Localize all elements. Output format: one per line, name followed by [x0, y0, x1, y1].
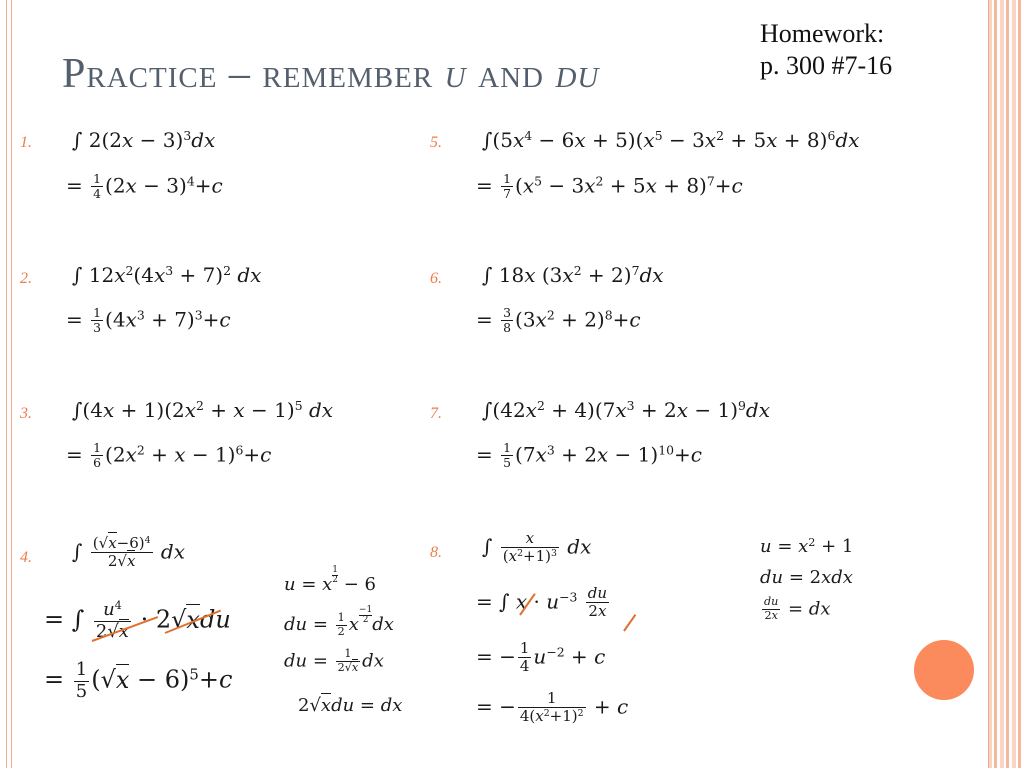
problem-8-u-sub: $u = x^2 + 1$ — [760, 535, 854, 557]
problem-2-integral: ∫ $12x^2(4x^3 + 7)^2$ dx — [72, 263, 262, 287]
title-u: u — [444, 51, 467, 97]
problem-2-answer: = $\frac{1}{3}$ $(4x^3 + 7)^3+c$ — [66, 305, 231, 336]
decorative-circle — [914, 640, 974, 700]
problem-8-du: du = 2xdx — [760, 567, 853, 588]
problem-8-dx: $\frac{du}{2x}$ = dx — [764, 595, 831, 622]
problem-8-step1: = ∫ $x \cdot u^{-3}$ $\frac{du}{2x}$ — [476, 584, 608, 621]
problem-3-answer: = $\frac{1}{6}$ $(2x^2 + x - 1)^6+c$ — [66, 440, 272, 471]
problem-5-answer: = $\frac{1}{7}$ $(x^5 - 3x^2 + 5x + 8)^7+c$ — [476, 171, 743, 202]
problem-4-integral: ∫ $\frac{(√x-6)^4}{2√x}$ dx — [72, 534, 186, 571]
problem-number-3: 3. — [20, 405, 32, 422]
homework-label: Homework: — [760, 19, 885, 48]
problem-4-dx: 2√xdu = dx — [298, 695, 403, 716]
problem-4-u-sub: u = x $\frac{1}{2}$ − 6 — [284, 565, 376, 596]
problem-8-step2: = − $\frac{1}{4}$ $u^{-2} + c$ — [476, 639, 606, 676]
problem-7-integral: $\int(42x^2 + 4)(7x^3 + 2x - 1)^9dx$ — [482, 398, 771, 422]
problem-4-du: du = $\frac{1}{2}$ x $\frac{-1}{2}$ dx — [284, 605, 394, 638]
problem-1-integral: ∫ $2(2x - 3)^3dx$ — [72, 128, 216, 152]
problem-number-4: 4. — [20, 549, 32, 566]
homework-note — [760, 18, 892, 82]
title-and: and — [466, 51, 556, 97]
problem-4-step1: = ∫ $\frac{u^4}{2√x}$ · 2√xdu — [44, 598, 231, 642]
problem-5-integral: $\int(5x^4 - 6x + 5)(x^5 - 3x^2 + 5x + 8)^6dx$ — [482, 128, 860, 152]
problem-7-answer: = $\frac{1}{5}$ $(7x^3 + 2x - 1)^{10}+c$ — [476, 440, 702, 471]
problem-number-2: 2. — [20, 270, 32, 287]
problem-number-6: 6. — [430, 270, 442, 287]
strike-mark — [623, 614, 636, 632]
problem-8-answer: = − $\frac{1}{4(x^2+1)^2}$ + c — [476, 689, 629, 726]
slide-frame-stripes — [988, 0, 1024, 768]
page-title — [62, 50, 599, 98]
problem-number-8: 8. — [430, 544, 442, 561]
problem-6-answer: = $\frac{3}{8}$ $(3x^2 + 2)^8+c$ — [476, 305, 641, 336]
problem-number-5: 5. — [430, 134, 442, 151]
problem-1-answer: = $\frac{1}{4}$ $(2x - 3)^4+c$ — [66, 171, 223, 202]
problem-number-7: 7. — [430, 405, 442, 422]
title-du: du — [555, 51, 600, 97]
problem-4-answer: = $\frac{1}{5}$ $(√x - 6)^5+c$ — [44, 659, 233, 702]
homework-assignment: p. 300 #7-16 — [760, 51, 893, 80]
slide-frame-left — [6, 0, 12, 768]
problem-number-1: 1. — [20, 134, 32, 151]
problem-3-integral: $\int(4x + 1)(2x^2 + x - 1)^5$ dx — [72, 398, 334, 422]
problem-8-integral: ∫ $\frac{x}{(x^2+1)^3}$ dx — [482, 529, 592, 566]
problem-4-du-radical: du = $\frac{1}{2√x}$ dx — [284, 647, 384, 674]
title-prefix: Practice – remember — [62, 51, 445, 97]
problem-6-integral: ∫ 18x $(3x^2 + 2)^7dx$ — [482, 263, 664, 287]
